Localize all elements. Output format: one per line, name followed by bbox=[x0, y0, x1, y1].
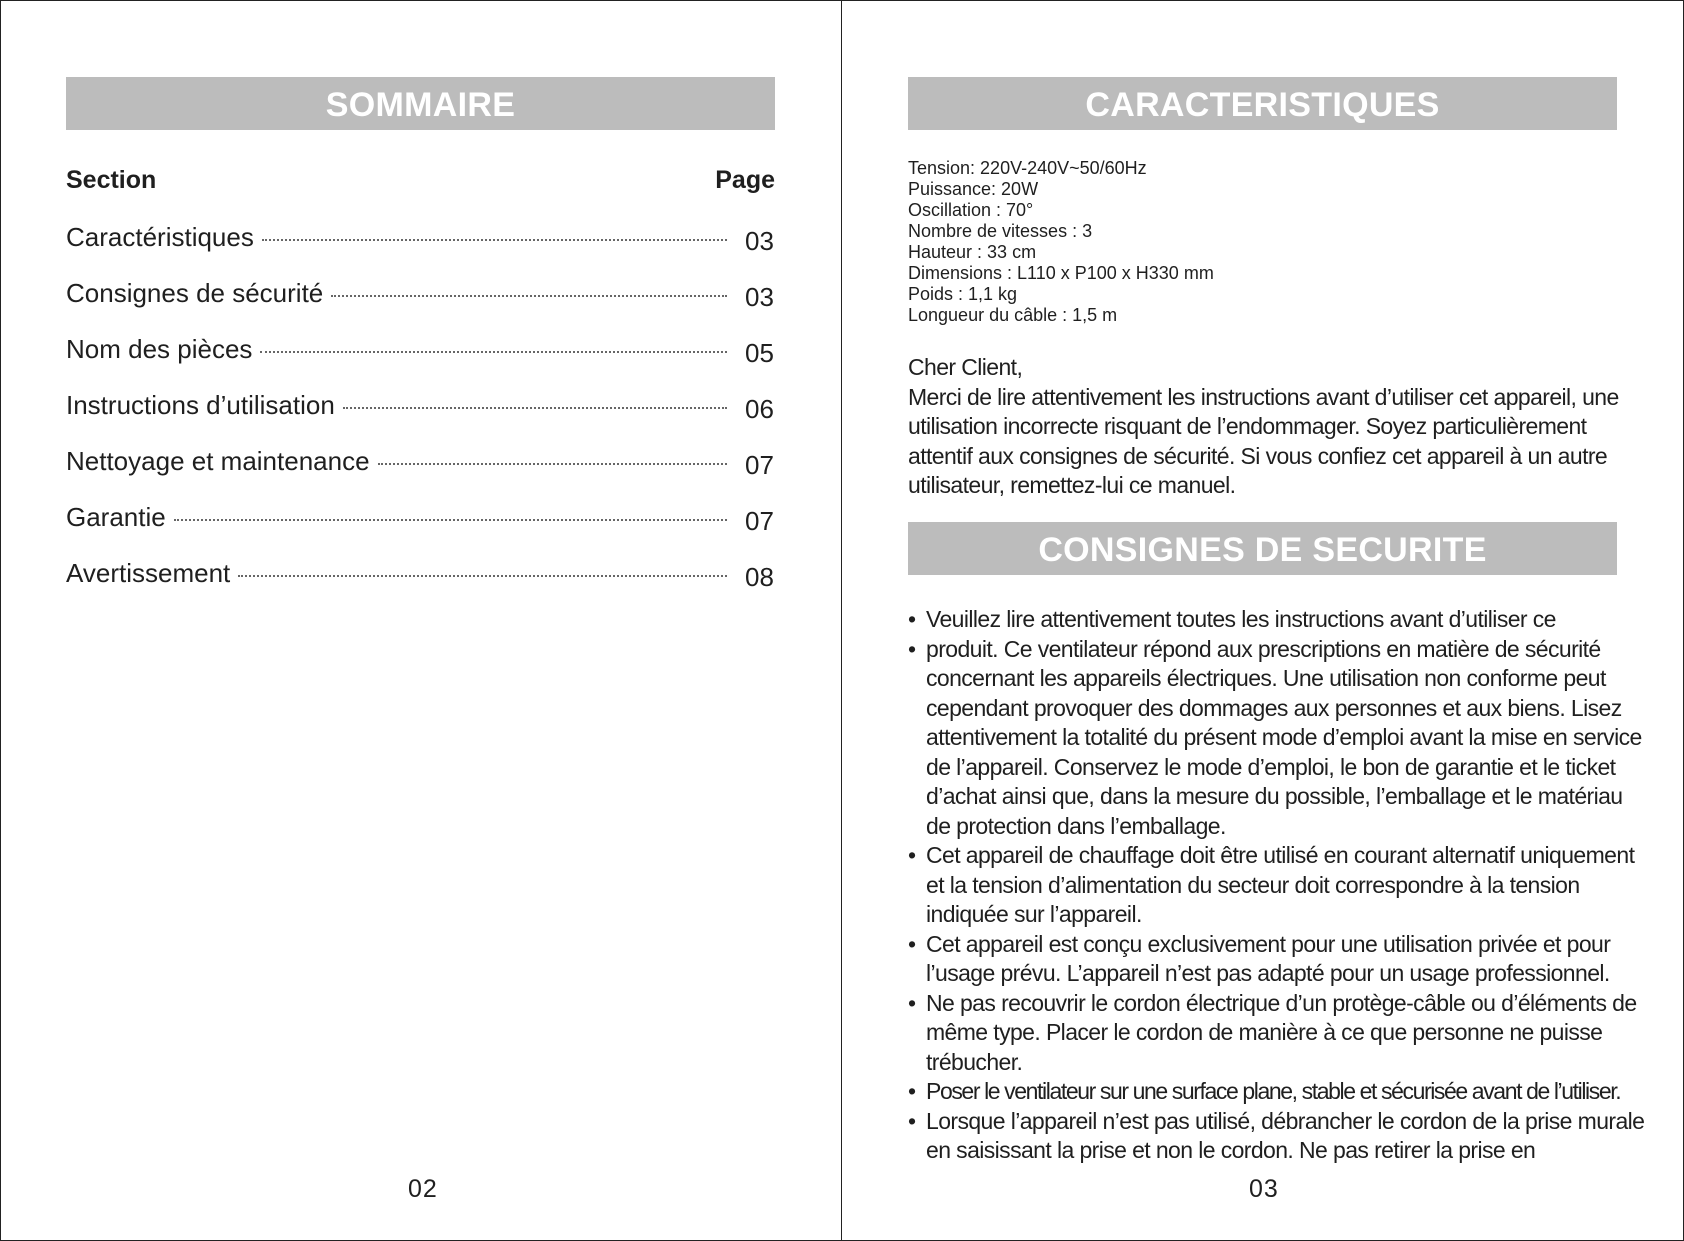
safety-item-text: Ne pas recouvrir le cordon électrique d’un protège-câble ou d’éléments de même type. Placer le cordon de manière à ce que personne ne puisse trébucher. bbox=[926, 989, 1637, 1075]
spec-line: Dimensions : L110 x P100 x H330 mm bbox=[908, 263, 1214, 283]
toc-entry[interactable] bbox=[66, 390, 775, 446]
safety-item bbox=[908, 1107, 1648, 1166]
bullet: • bbox=[908, 1078, 915, 1104]
bullet: • bbox=[908, 606, 916, 632]
toc-entry[interactable] bbox=[66, 334, 775, 390]
bullet: • bbox=[908, 842, 916, 868]
safety-item bbox=[908, 1077, 1648, 1107]
toc-entry-label: Instructions d’utilisation bbox=[66, 390, 335, 420]
toc-entry-label: Nom des pièces bbox=[66, 334, 253, 364]
safety-item-text: Cet appareil est conçu exclusivement pour une utilisation privée et pour l’usage prévu. L’appareil n’est pas adapté pour un usage professionnel. bbox=[926, 930, 1611, 986]
intro-paragraph: Merci de lire attentivement les instructions avant d’utiliser cet appareil, une utilisation incorrecte risquant de l’endommager. Soyez particulièrement attentif aux consignes de sécurité. Si vous confiez cet appareil à un autre utilisateur, remettez-lui ce manuel. bbox=[908, 383, 1619, 498]
toc-entry-page: 07 bbox=[745, 450, 774, 480]
toc-leader-dots bbox=[262, 222, 727, 241]
toc-entry[interactable] bbox=[66, 558, 775, 614]
consignes-title: CONSIGNES DE SECURITE bbox=[908, 522, 1617, 575]
toc-leader-dots bbox=[378, 446, 727, 465]
toc-header bbox=[66, 166, 775, 196]
spec-list bbox=[908, 158, 1214, 326]
toc-header-page: Page bbox=[715, 166, 775, 194]
toc-header-section: Section bbox=[66, 166, 157, 194]
toc-entry-page: 07 bbox=[745, 506, 774, 536]
toc-entry-page: 05 bbox=[745, 338, 774, 368]
intro-text bbox=[908, 353, 1638, 501]
toc-leader-dots bbox=[331, 278, 727, 297]
toc-leader-dots bbox=[238, 558, 727, 577]
safety-item-text: Veuillez lire attentivement toutes les instructions avant d’utiliser ce bbox=[926, 606, 1556, 632]
safety-item-text: Poser le ventilateur sur une surface plane, stable et sécurisée avant de l’utiliser. bbox=[926, 1078, 1621, 1104]
safety-item bbox=[908, 841, 1648, 930]
toc-leader-dots bbox=[260, 334, 727, 353]
toc-entry-page: 08 bbox=[745, 562, 774, 592]
toc-list bbox=[66, 222, 775, 614]
greeting: Cher Client, bbox=[908, 354, 1023, 380]
safety-item bbox=[908, 635, 1648, 842]
spec-line: Tension: 220V-240V~50/60Hz bbox=[908, 158, 1147, 178]
safety-item-text: produit. Ce ventilateur répond aux prescriptions en matière de sécurité concernant les appareils électriques. Une utilisation non conforme peut cependant provoquer des dommages aux personnes et aux biens. Lisez attentivement la totalité du présent mode d’emploi avant la mise en service de l’appareil. Conservez le mode d’emploi, le bon de garantie et le ticket d’achat ainsi que, dans la mesure du possible, l’emballage et le matériau de protection dans l’emballage. bbox=[926, 635, 1642, 839]
safety-item bbox=[908, 930, 1648, 989]
spec-line: Poids : 1,1 kg bbox=[908, 284, 1018, 304]
bullet: • bbox=[908, 635, 916, 662]
safety-item-text: Lorsque l’appareil n’est pas utilisé, débrancher le cordon de la prise murale en saisissant la prise et non le cordon. Ne pas retirer la prise en bbox=[926, 1107, 1645, 1163]
spec-line: Oscillation : 70° bbox=[908, 200, 1034, 220]
toc-entry[interactable] bbox=[66, 278, 775, 334]
page-number: 03 bbox=[1249, 1175, 1279, 1203]
toc-entry-label: Avertissement bbox=[66, 558, 231, 588]
bullet: • bbox=[908, 989, 916, 1016]
bullet: • bbox=[908, 930, 916, 957]
safety-list bbox=[908, 605, 1648, 1166]
toc-entry-page: 06 bbox=[745, 394, 774, 424]
sommaire-title: SOMMAIRE bbox=[66, 77, 775, 130]
toc-entry-page: 03 bbox=[745, 226, 774, 256]
safety-item-text: Cet appareil de chauffage doit être utilisé en courant alternatif uniquement et la tension d’alimentation du secteur doit correspondre à la tension indiquée sur l’appareil. bbox=[926, 842, 1635, 927]
spec-line: Puissance: 20W bbox=[908, 179, 1039, 199]
bullet: • bbox=[908, 1107, 916, 1134]
toc-entry-label: Caractéristiques bbox=[66, 222, 254, 252]
right-page bbox=[842, 0, 1684, 1241]
toc-entry[interactable] bbox=[66, 502, 775, 558]
spec-line: Nombre de vitesses : 3 bbox=[908, 221, 1093, 241]
toc-entry[interactable] bbox=[66, 222, 775, 278]
toc-entry-label: Garantie bbox=[66, 502, 166, 532]
toc-entry-label: Nettoyage et maintenance bbox=[66, 446, 370, 476]
toc-leader-dots bbox=[174, 502, 727, 521]
caracteristiques-title: CARACTERISTIQUES bbox=[908, 77, 1617, 130]
spec-line: Hauteur : 33 cm bbox=[908, 242, 1037, 262]
toc-entry[interactable] bbox=[66, 446, 775, 502]
page-number: 02 bbox=[408, 1175, 438, 1203]
toc-entry-label: Consignes de sécurité bbox=[66, 278, 324, 308]
left-page bbox=[0, 0, 841, 1241]
spec-line: Longueur du câble : 1,5 m bbox=[908, 305, 1118, 325]
safety-item bbox=[908, 989, 1648, 1078]
toc-entry-page: 03 bbox=[745, 282, 774, 312]
safety-item bbox=[908, 605, 1648, 635]
toc-leader-dots bbox=[343, 390, 727, 409]
